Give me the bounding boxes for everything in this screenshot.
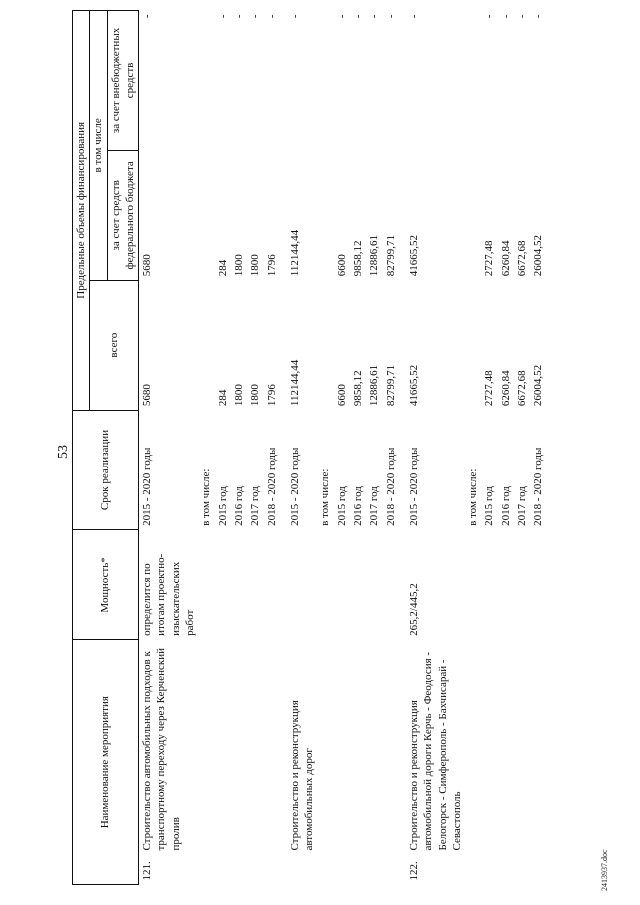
cell-capacity: [514, 530, 530, 640]
cell-total: 2727,48: [483, 370, 496, 407]
cell-num: [334, 855, 350, 885]
cell-capacity: [530, 530, 546, 640]
cell-federal: 5680: [141, 254, 154, 277]
cell-total: [198, 280, 214, 410]
cell-capacity: [465, 530, 481, 640]
header-capacity: Мощность*: [73, 530, 139, 640]
cell-num: 122.: [407, 861, 420, 881]
cell-num: [264, 855, 287, 885]
cell-name: [198, 640, 214, 855]
cell-term: 2015 год: [335, 486, 348, 526]
cell-extra: -: [407, 14, 420, 19]
cell-extra: -: [368, 14, 381, 19]
cell-term: 2018 - 2020 годы: [265, 447, 278, 526]
cell-federal: 1800: [232, 254, 245, 277]
cell-extra: -: [141, 14, 154, 19]
header-total: всего: [90, 280, 139, 410]
cell-total: 112144,44: [288, 359, 301, 407]
cell-total: 6260,84: [499, 370, 512, 407]
cell-total: 6600: [335, 384, 348, 407]
cell-federal: 6672,68: [516, 240, 529, 277]
cell-extra: -: [483, 14, 496, 19]
header-extra: за счет внебюджетных средств: [107, 11, 139, 151]
cell-total: 1800: [232, 384, 245, 407]
table-row: [350, 11, 366, 885]
cell-term: 2015 - 2020 годы: [288, 447, 301, 526]
cell-term: в том числе:: [200, 468, 213, 526]
cell-name: [231, 640, 247, 855]
cell-num: [481, 855, 497, 885]
cell-federal: 12886,61: [368, 235, 381, 277]
cell-name: Строительство автомобильных подходов к транспортному переходу через Керченский пролив: [141, 648, 182, 851]
cell-num: [383, 855, 406, 885]
table-row: [317, 11, 333, 885]
cell-num: [514, 855, 530, 885]
header-financing-group: Предельные объемы финансирования: [73, 11, 90, 411]
cell-federal: 41665,52: [407, 235, 420, 277]
footer-filename: 2413937.doc: [600, 849, 609, 891]
cell-capacity: [231, 530, 247, 640]
cell-extra: -: [384, 14, 397, 19]
cell-total: 9858,12: [352, 370, 365, 407]
cell-name: [264, 640, 287, 855]
cell-term: 2015 год: [483, 486, 496, 526]
cell-extra: -: [499, 14, 512, 19]
cell-extra: -: [232, 14, 245, 19]
cell-name: [530, 640, 546, 855]
cell-federal: 6260,84: [499, 240, 512, 277]
cell-name: [350, 640, 366, 855]
cell-total: [465, 280, 481, 410]
table-row: [139, 11, 199, 885]
cell-term: 2016 год: [499, 486, 512, 526]
financing-table: [72, 10, 547, 885]
table-row: [264, 11, 287, 885]
cell-federal: [465, 150, 481, 280]
cell-total: 6672,68: [516, 370, 529, 407]
cell-federal: 6600: [335, 254, 348, 277]
cell-total: 12886,61: [368, 364, 381, 407]
cell-capacity: [215, 530, 231, 640]
cell-total: 284: [216, 389, 229, 407]
cell-capacity: [481, 530, 497, 640]
table-row: [498, 11, 514, 885]
cell-num: [317, 855, 333, 885]
cell-name: [383, 640, 406, 855]
cell-total: 82799,71: [384, 364, 397, 407]
table-row: [530, 11, 546, 885]
cell-extra: [465, 11, 481, 151]
table-row: [287, 11, 318, 885]
header-name: Наименование мероприятия: [73, 640, 139, 885]
cell-capacity: [198, 530, 214, 640]
cell-num: [215, 855, 231, 885]
cell-capacity: определится по итогам проектно-изыскательских работ: [141, 553, 197, 636]
cell-capacity: [366, 530, 382, 640]
table-row: [247, 11, 263, 885]
table-row: [231, 11, 247, 885]
cell-name: Строительство и реконструкция автомобильной дороги Керчь - Феодосия - Белогорск - Симферополь - Бахчисарай - Севастополь: [407, 651, 463, 851]
page-number: 53: [56, 445, 71, 459]
table-row: [481, 11, 497, 885]
cell-extra: [198, 11, 214, 151]
table-row: [406, 11, 465, 885]
cell-federal: 2727,48: [483, 240, 496, 277]
cell-num: [247, 855, 263, 885]
cell-name: [514, 640, 530, 855]
table-row: [465, 11, 481, 885]
cell-name: [247, 640, 263, 855]
cell-num: [287, 855, 318, 885]
cell-total: 41665,52: [407, 364, 420, 407]
cell-term: 2016 год: [232, 486, 245, 526]
header-federal: за счет средств федерального бюджета: [107, 150, 139, 280]
cell-name: [215, 640, 231, 855]
cell-term: в том числе:: [319, 468, 332, 526]
cell-num: [198, 855, 214, 885]
cell-term: 2015 год: [216, 486, 229, 526]
cell-name: [465, 640, 481, 855]
cell-federal: 1796: [265, 254, 278, 277]
cell-name: [498, 640, 514, 855]
cell-num: [231, 855, 247, 885]
cell-capacity: [383, 530, 406, 640]
cell-federal: [317, 150, 333, 280]
cell-extra: -: [516, 14, 529, 19]
cell-num: [530, 855, 546, 885]
table-row: [215, 11, 231, 885]
cell-term: 2016 год: [352, 486, 365, 526]
cell-num: 121.: [141, 861, 154, 881]
cell-federal: 9858,12: [352, 240, 365, 277]
table-row: [514, 11, 530, 885]
cell-extra: -: [249, 14, 262, 19]
cell-num: [465, 855, 481, 885]
cell-capacity: [334, 530, 350, 640]
cell-extra: -: [532, 14, 545, 19]
cell-total: [317, 280, 333, 410]
table-row: [334, 11, 350, 885]
header-term: Срок реализации: [73, 410, 139, 530]
cell-num: [366, 855, 382, 885]
cell-term: 2015 - 2020 годы: [141, 447, 154, 526]
cell-capacity: [287, 530, 318, 640]
cell-federal: 112144,44: [288, 229, 301, 277]
cell-term: 2017 год: [368, 486, 381, 526]
cell-name: [366, 640, 382, 855]
cell-name: Строительство и реконструкция автомобильных дорог: [288, 700, 316, 851]
cell-extra: -: [288, 14, 301, 19]
cell-capacity: 265,2/445,2: [407, 583, 420, 636]
cell-term: 2018 - 2020 годы: [384, 447, 397, 526]
cell-name: [481, 640, 497, 855]
cell-extra: -: [216, 14, 229, 19]
cell-term: в том числе:: [467, 468, 480, 526]
table-row: [198, 11, 214, 885]
cell-federal: 1800: [249, 254, 262, 277]
cell-capacity: [264, 530, 287, 640]
cell-name: [317, 640, 333, 855]
cell-federal: [198, 150, 214, 280]
cell-total: 5680: [141, 384, 154, 407]
cell-extra: -: [352, 14, 365, 19]
cell-num: [498, 855, 514, 885]
cell-name: [334, 640, 350, 855]
cell-term: 2018 - 2020 годы: [532, 447, 545, 526]
cell-extra: -: [335, 14, 348, 19]
cell-total: 1796: [265, 384, 278, 407]
cell-capacity: [247, 530, 263, 640]
cell-total: 1800: [249, 384, 262, 407]
cell-term: 2017 год: [516, 486, 529, 526]
table-row: [366, 11, 382, 885]
cell-federal: 82799,71: [384, 235, 397, 277]
cell-total: 26004,52: [532, 364, 545, 407]
cell-num: [350, 855, 366, 885]
cell-capacity: [317, 530, 333, 640]
cell-extra: -: [265, 14, 278, 19]
table-body: [139, 11, 547, 885]
cell-capacity: [350, 530, 366, 640]
table-row: [383, 11, 406, 885]
header-subgroup: в том числе: [90, 11, 107, 281]
cell-term: 2017 год: [249, 486, 262, 526]
cell-extra: [317, 11, 333, 151]
cell-term: 2015 - 2020 годы: [407, 447, 420, 526]
cell-federal: 26004,52: [532, 235, 545, 277]
cell-federal: 284: [216, 259, 229, 277]
cell-capacity: [498, 530, 514, 640]
